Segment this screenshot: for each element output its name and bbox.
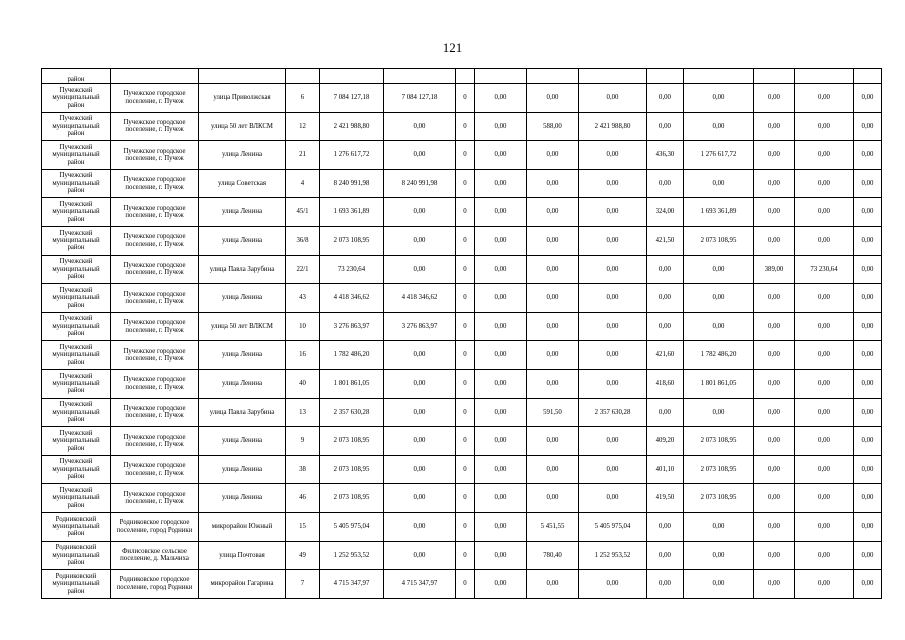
area-cell: 0,00	[754, 427, 795, 456]
value-cell: 0,00	[475, 312, 527, 341]
amount-cell: 0,00	[579, 284, 647, 313]
amount-cell: 8 240 991,98	[384, 169, 456, 198]
area-cell: 401,10	[647, 455, 684, 484]
street-cell: улица Ленина	[199, 284, 286, 313]
table-row	[42, 427, 882, 456]
value-cell: 0,00	[475, 84, 527, 113]
area-cell: 0,00	[527, 312, 579, 341]
municipality-cell: Пучежский муниципальный район	[42, 398, 111, 427]
table-row	[42, 84, 882, 113]
area-cell: 0,00	[647, 255, 684, 284]
amount-cell: 2 073 108,95	[684, 455, 754, 484]
value-cell: 0,00	[475, 512, 527, 541]
area-cell: 0,00	[647, 541, 684, 570]
amount-cell: 5 405 975,04	[579, 512, 647, 541]
area-cell: 0,00	[527, 570, 579, 599]
value-cell: 0,00	[854, 112, 882, 141]
house-number-cell: 22/1	[286, 255, 320, 284]
area-cell: 0,00	[754, 455, 795, 484]
amount-cell: 1 801 861,05	[684, 369, 754, 398]
house-number-cell: 15	[286, 512, 320, 541]
amount-cell: 0,00	[684, 255, 754, 284]
area-cell: 5 451,55	[527, 512, 579, 541]
area-cell: 591,50	[527, 398, 579, 427]
area-cell: 421,60	[647, 341, 684, 370]
street-cell: улица 50 лет ВЛКСМ	[199, 312, 286, 341]
municipality-cell: Пучежский муниципальный район	[42, 255, 111, 284]
total-cost-cell: 4 418 346,62	[320, 284, 384, 313]
amount-cell: 0,00	[384, 369, 456, 398]
area-cell: 0,00	[754, 112, 795, 141]
amount-cell: 0,00	[384, 427, 456, 456]
house-number-cell: 9	[286, 427, 320, 456]
street-cell: улица Павла Зарубина	[199, 398, 286, 427]
value-cell: 0,00	[854, 169, 882, 198]
settlement-cell: Пучежское городское поселение, г. Пучеж	[111, 255, 199, 284]
value-cell: 0,00	[475, 427, 527, 456]
area-cell: 0,00	[527, 84, 579, 113]
count-cell: 0	[456, 226, 475, 255]
amount-cell: 0,00	[795, 369, 854, 398]
value-cell: 0,00	[854, 484, 882, 513]
table-row	[42, 141, 882, 170]
street-cell: улица Ленина	[199, 484, 286, 513]
value-cell: 0,00	[475, 455, 527, 484]
street-cell: улица Ленина	[199, 369, 286, 398]
amount-cell: 0,00	[795, 427, 854, 456]
amount-cell: 0,00	[384, 541, 456, 570]
amount-cell: 0,00	[795, 198, 854, 227]
value-cell: 0,00	[475, 398, 527, 427]
municipality-cell: Пучежский муниципальный район	[42, 484, 111, 513]
amount-cell: 0,00	[384, 455, 456, 484]
amount-cell: 0,00	[795, 341, 854, 370]
area-cell: 0,00	[647, 84, 684, 113]
amount-cell: 0,00	[579, 84, 647, 113]
house-number-cell: 10	[286, 312, 320, 341]
amount-cell: 0,00	[384, 198, 456, 227]
settlement-cell: Пучежское городское поселение, г. Пучеж	[111, 484, 199, 513]
table-row	[42, 369, 882, 398]
amount-cell: 2 073 108,95	[684, 484, 754, 513]
house-number-cell: 21	[286, 141, 320, 170]
municipality-cell: Пучежский муниципальный район	[42, 112, 111, 141]
house-number-cell: 49	[286, 541, 320, 570]
total-cost-cell: 2 073 108,95	[320, 226, 384, 255]
page-number: 121	[442, 40, 463, 55]
area-cell: 0,00	[647, 312, 684, 341]
amount-cell: 0,00	[684, 312, 754, 341]
amount-cell: 0,00	[795, 455, 854, 484]
area-cell: 421,50	[647, 226, 684, 255]
count-cell: 0	[456, 169, 475, 198]
amount-cell: 0,00	[795, 84, 854, 113]
value-cell: 0,00	[854, 226, 882, 255]
table-row	[42, 284, 882, 313]
table-row	[42, 312, 882, 341]
count-cell: 0	[456, 484, 475, 513]
table-row	[42, 398, 882, 427]
street-cell: улица 50 лет ВЛКСМ	[199, 112, 286, 141]
amount-cell: 0,00	[684, 570, 754, 599]
table-row	[42, 226, 882, 255]
table-row	[42, 570, 882, 599]
value-cell: 0,00	[854, 284, 882, 313]
total-cost-cell: 8 240 991,98	[320, 169, 384, 198]
area-cell: 0,00	[754, 226, 795, 255]
area-cell: 0,00	[647, 398, 684, 427]
amount-cell: 2 357 630,28	[579, 398, 647, 427]
area-cell: 0,00	[754, 141, 795, 170]
settlement-cell: Пучежское городское поселение, г. Пучеж	[111, 84, 199, 113]
area-cell: 0,00	[754, 541, 795, 570]
area-cell: 0,00	[527, 484, 579, 513]
table-body	[42, 69, 882, 599]
amount-cell: 0,00	[684, 284, 754, 313]
value-cell: 0,00	[475, 541, 527, 570]
house-number-cell: 12	[286, 112, 320, 141]
house-number-cell: 46	[286, 484, 320, 513]
house-number-cell: 16	[286, 341, 320, 370]
count-cell: 0	[456, 312, 475, 341]
area-cell: 0,00	[754, 369, 795, 398]
street-cell: микрорайон Южный	[199, 512, 286, 541]
total-cost-cell: 2 421 988,80	[320, 112, 384, 141]
value-cell: 0,00	[854, 455, 882, 484]
amount-cell: 0,00	[384, 341, 456, 370]
amount-cell: 0,00	[795, 226, 854, 255]
house-number-cell: 40	[286, 369, 320, 398]
total-cost-cell: 2 073 108,95	[320, 455, 384, 484]
amount-cell: 0,00	[579, 484, 647, 513]
count-cell: 0	[456, 141, 475, 170]
area-cell: 0,00	[527, 341, 579, 370]
count-cell: 0	[456, 112, 475, 141]
amount-cell: 0,00	[384, 398, 456, 427]
amount-cell: 4 418 346,62	[384, 284, 456, 313]
value-cell: 0,00	[854, 369, 882, 398]
table-row	[42, 255, 882, 284]
amount-cell: 0,00	[795, 141, 854, 170]
amount-cell: 0,00	[579, 455, 647, 484]
table-row	[42, 512, 882, 541]
amount-cell: 0,00	[384, 484, 456, 513]
amount-cell: 0,00	[795, 312, 854, 341]
value-cell: 0,00	[854, 198, 882, 227]
total-cost-cell: 1 252 953,52	[320, 541, 384, 570]
house-number-cell: 36/8	[286, 226, 320, 255]
amount-cell: 0,00	[795, 512, 854, 541]
area-cell: 0,00	[754, 312, 795, 341]
house-number-cell: 38	[286, 455, 320, 484]
count-cell: 0	[456, 512, 475, 541]
settlement-cell: Пучежское городское поселение, г. Пучеж	[111, 455, 199, 484]
street-cell: улица Ленина	[199, 341, 286, 370]
amount-cell: 0,00	[795, 541, 854, 570]
area-cell: 389,00	[754, 255, 795, 284]
count-cell: 0	[456, 427, 475, 456]
area-cell: 324,00	[647, 198, 684, 227]
settlement-cell: Пучежское городское поселение, г. Пучеж	[111, 284, 199, 313]
amount-cell: 7 084 127,18	[384, 84, 456, 113]
area-cell: 0,00	[527, 226, 579, 255]
table-row	[42, 455, 882, 484]
settlement-cell: Родниковское городское поселение, город Родники	[111, 570, 199, 599]
amount-cell: 1 252 953,52	[579, 541, 647, 570]
amount-cell: 1 276 617,72	[684, 141, 754, 170]
municipality-cell: Пучежский муниципальный район	[42, 341, 111, 370]
settlement-cell: Пучежское городское поселение, г. Пучеж	[111, 169, 199, 198]
value-cell: 0,00	[475, 141, 527, 170]
amount-cell: 0,00	[579, 341, 647, 370]
area-cell: 0,00	[647, 512, 684, 541]
count-cell: 0	[456, 255, 475, 284]
amount-cell: 0,00	[579, 255, 647, 284]
value-cell: 0,00	[475, 255, 527, 284]
municipality-cell: Пучежский муниципальный район	[42, 369, 111, 398]
area-cell: 409,20	[647, 427, 684, 456]
total-cost-cell: 2 073 108,95	[320, 427, 384, 456]
settlement-cell: Пучежское городское поселение, г. Пучеж	[111, 427, 199, 456]
total-cost-cell: 1 782 486,20	[320, 341, 384, 370]
count-cell: 0	[456, 398, 475, 427]
street-cell: улица Ленина	[199, 198, 286, 227]
value-cell: 0,00	[854, 84, 882, 113]
area-cell: 0,00	[754, 198, 795, 227]
value-cell: 0,00	[854, 427, 882, 456]
value-cell: 0,00	[854, 255, 882, 284]
amount-cell: 0,00	[384, 141, 456, 170]
count-cell: 0	[456, 341, 475, 370]
area-cell: 0,00	[647, 284, 684, 313]
area-cell: 0,00	[754, 570, 795, 599]
value-cell: 0,00	[854, 141, 882, 170]
area-cell: 0,00	[754, 512, 795, 541]
amount-cell: 4 715 347,97	[384, 570, 456, 599]
settlement-cell: Родниковское городское поселение, город Родники	[111, 512, 199, 541]
municipality-cell: Пучежский муниципальный район	[42, 427, 111, 456]
area-cell: 0,00	[527, 369, 579, 398]
value-cell: 0,00	[854, 570, 882, 599]
amount-cell: 0,00	[684, 112, 754, 141]
area-cell: 0,00	[527, 427, 579, 456]
area-cell: 0,00	[527, 141, 579, 170]
settlement-cell: Пучежское городское поселение, г. Пучеж	[111, 341, 199, 370]
amount-cell: 0,00	[384, 512, 456, 541]
settlement-cell: Филисовское сельское поселение, д. Мальчиха	[111, 541, 199, 570]
municipality-cell: Пучежский муниципальный район	[42, 284, 111, 313]
amount-cell: 3 276 863,97	[384, 312, 456, 341]
value-cell: 0,00	[854, 398, 882, 427]
area-cell: 0,00	[647, 112, 684, 141]
value-cell: 0,00	[475, 226, 527, 255]
total-cost-cell: 73 230,64	[320, 255, 384, 284]
repair-register-table	[41, 68, 882, 599]
area-cell: 0,00	[754, 398, 795, 427]
amount-cell: 0,00	[579, 169, 647, 198]
area-cell: 0,00	[527, 255, 579, 284]
table-row	[42, 484, 882, 513]
total-cost-cell: 2 357 630,28	[320, 398, 384, 427]
amount-cell: 2 073 108,95	[684, 427, 754, 456]
house-number-cell: 43	[286, 284, 320, 313]
amount-cell: 1 693 361,89	[684, 198, 754, 227]
street-cell: микрорайон Гагарина	[199, 570, 286, 599]
amount-cell: 0,00	[795, 112, 854, 141]
total-cost-cell: 7 084 127,18	[320, 84, 384, 113]
area-cell: 0,00	[527, 455, 579, 484]
house-number-cell: 45/1	[286, 198, 320, 227]
area-cell: 0,00	[754, 169, 795, 198]
amount-cell: 0,00	[579, 198, 647, 227]
area-cell: 780,40	[527, 541, 579, 570]
value-cell: 0,00	[475, 284, 527, 313]
total-cost-cell: 1 693 361,89	[320, 198, 384, 227]
municipality-cell: Родниковский муниципальный район	[42, 570, 111, 599]
settlement-cell: Пучежское городское поселение, г. Пучеж	[111, 141, 199, 170]
municipality-cell: Родниковский муниципальный район	[42, 512, 111, 541]
street-cell: улица Ленина	[199, 455, 286, 484]
total-cost-cell: 1 276 617,72	[320, 141, 384, 170]
amount-cell: 1 782 486,20	[684, 341, 754, 370]
table-row	[42, 169, 882, 198]
table-row	[42, 198, 882, 227]
amount-cell: 2 073 108,95	[684, 226, 754, 255]
area-cell: 0,00	[754, 484, 795, 513]
total-cost-cell: 1 801 861,05	[320, 369, 384, 398]
area-cell: 419,50	[647, 484, 684, 513]
count-cell: 0	[456, 455, 475, 484]
municipality-cell: Родниковский муниципальный район	[42, 541, 111, 570]
amount-cell: 0,00	[795, 398, 854, 427]
value-cell: 0,00	[854, 312, 882, 341]
area-cell: 0,00	[647, 169, 684, 198]
settlement-cell: Пучежское городское поселение, г. Пучеж	[111, 398, 199, 427]
value-cell: 0,00	[475, 169, 527, 198]
municipality-cell: район	[42, 69, 111, 84]
municipality-cell: Пучежский муниципальный район	[42, 312, 111, 341]
count-cell: 0	[456, 541, 475, 570]
table-row	[42, 112, 882, 141]
amount-cell: 0,00	[579, 369, 647, 398]
value-cell: 0,00	[854, 512, 882, 541]
amount-cell: 0,00	[684, 541, 754, 570]
amount-cell: 0,00	[684, 169, 754, 198]
amount-cell: 0,00	[795, 284, 854, 313]
value-cell: 0,00	[854, 341, 882, 370]
value-cell: 0,00	[475, 570, 527, 599]
count-cell: 0	[456, 284, 475, 313]
street-cell: улица Ленина	[199, 141, 286, 170]
municipality-cell: Пучежский муниципальный район	[42, 169, 111, 198]
count-cell: 0	[456, 369, 475, 398]
house-number-cell: 4	[286, 169, 320, 198]
house-number-cell: 7	[286, 570, 320, 599]
amount-cell: 0,00	[384, 226, 456, 255]
total-cost-cell: 4 715 347,97	[320, 570, 384, 599]
value-cell: 0,00	[475, 112, 527, 141]
area-cell: 0,00	[754, 284, 795, 313]
value-cell: 0,00	[475, 484, 527, 513]
count-cell: 0	[456, 570, 475, 599]
count-cell: 0	[456, 198, 475, 227]
settlement-cell: Пучежское городское поселение, г. Пучеж	[111, 226, 199, 255]
amount-cell: 0,00	[579, 141, 647, 170]
area-cell: 0,00	[647, 570, 684, 599]
amount-cell: 0,00	[684, 512, 754, 541]
value-cell: 0,00	[854, 541, 882, 570]
amount-cell: 73 230,64	[795, 255, 854, 284]
street-cell: улица Павла Зарубина	[199, 255, 286, 284]
area-cell: 418,60	[647, 369, 684, 398]
value-cell: 0,00	[475, 369, 527, 398]
street-cell: улица Приволжская	[199, 84, 286, 113]
street-cell: улица Ленина	[199, 427, 286, 456]
amount-cell: 0,00	[795, 169, 854, 198]
area-cell: 0,00	[527, 198, 579, 227]
municipality-cell: Пучежский муниципальный район	[42, 226, 111, 255]
area-cell: 0,00	[527, 169, 579, 198]
settlement-cell: Пучежское городское поселение, г. Пучеж	[111, 112, 199, 141]
table-row	[42, 541, 882, 570]
house-number-cell: 13	[286, 398, 320, 427]
total-cost-cell: 3 276 863,97	[320, 312, 384, 341]
total-cost-cell: 5 405 975,04	[320, 512, 384, 541]
total-cost-cell: 2 073 108,95	[320, 484, 384, 513]
value-cell: 0,00	[475, 198, 527, 227]
area-cell: 0,00	[754, 84, 795, 113]
amount-cell: 0,00	[579, 226, 647, 255]
area-cell: 0,00	[754, 341, 795, 370]
settlement-cell: Пучежское городское поселение, г. Пучеж	[111, 198, 199, 227]
street-cell: улица Советская	[199, 169, 286, 198]
amount-cell: 0,00	[684, 84, 754, 113]
amount-cell: 0,00	[579, 312, 647, 341]
municipality-cell: Пучежский муниципальный район	[42, 198, 111, 227]
count-cell: 0	[456, 84, 475, 113]
municipality-cell: Пучежский муниципальный район	[42, 455, 111, 484]
house-number-cell: 6	[286, 84, 320, 113]
area-cell: 0,00	[527, 284, 579, 313]
table-row	[42, 341, 882, 370]
area-cell: 436,30	[647, 141, 684, 170]
street-cell: улица Почтовая	[199, 541, 286, 570]
street-cell: улица Ленина	[199, 226, 286, 255]
municipality-cell: Пучежский муниципальный район	[42, 141, 111, 170]
amount-cell: 0,00	[384, 255, 456, 284]
amount-cell: 0,00	[684, 398, 754, 427]
amount-cell: 0,00	[579, 427, 647, 456]
value-cell: 0,00	[475, 341, 527, 370]
area-cell: 588,00	[527, 112, 579, 141]
amount-cell: 0,00	[384, 112, 456, 141]
amount-cell: 0,00	[579, 570, 647, 599]
municipality-cell: Пучежский муниципальный район	[42, 84, 111, 113]
table-row	[42, 69, 882, 84]
settlement-cell: Пучежское городское поселение, г. Пучеж	[111, 369, 199, 398]
settlement-cell: Пучежское городское поселение, г. Пучеж	[111, 312, 199, 341]
amount-cell: 0,00	[795, 570, 854, 599]
amount-cell: 2 421 988,80	[579, 112, 647, 141]
amount-cell: 0,00	[795, 484, 854, 513]
